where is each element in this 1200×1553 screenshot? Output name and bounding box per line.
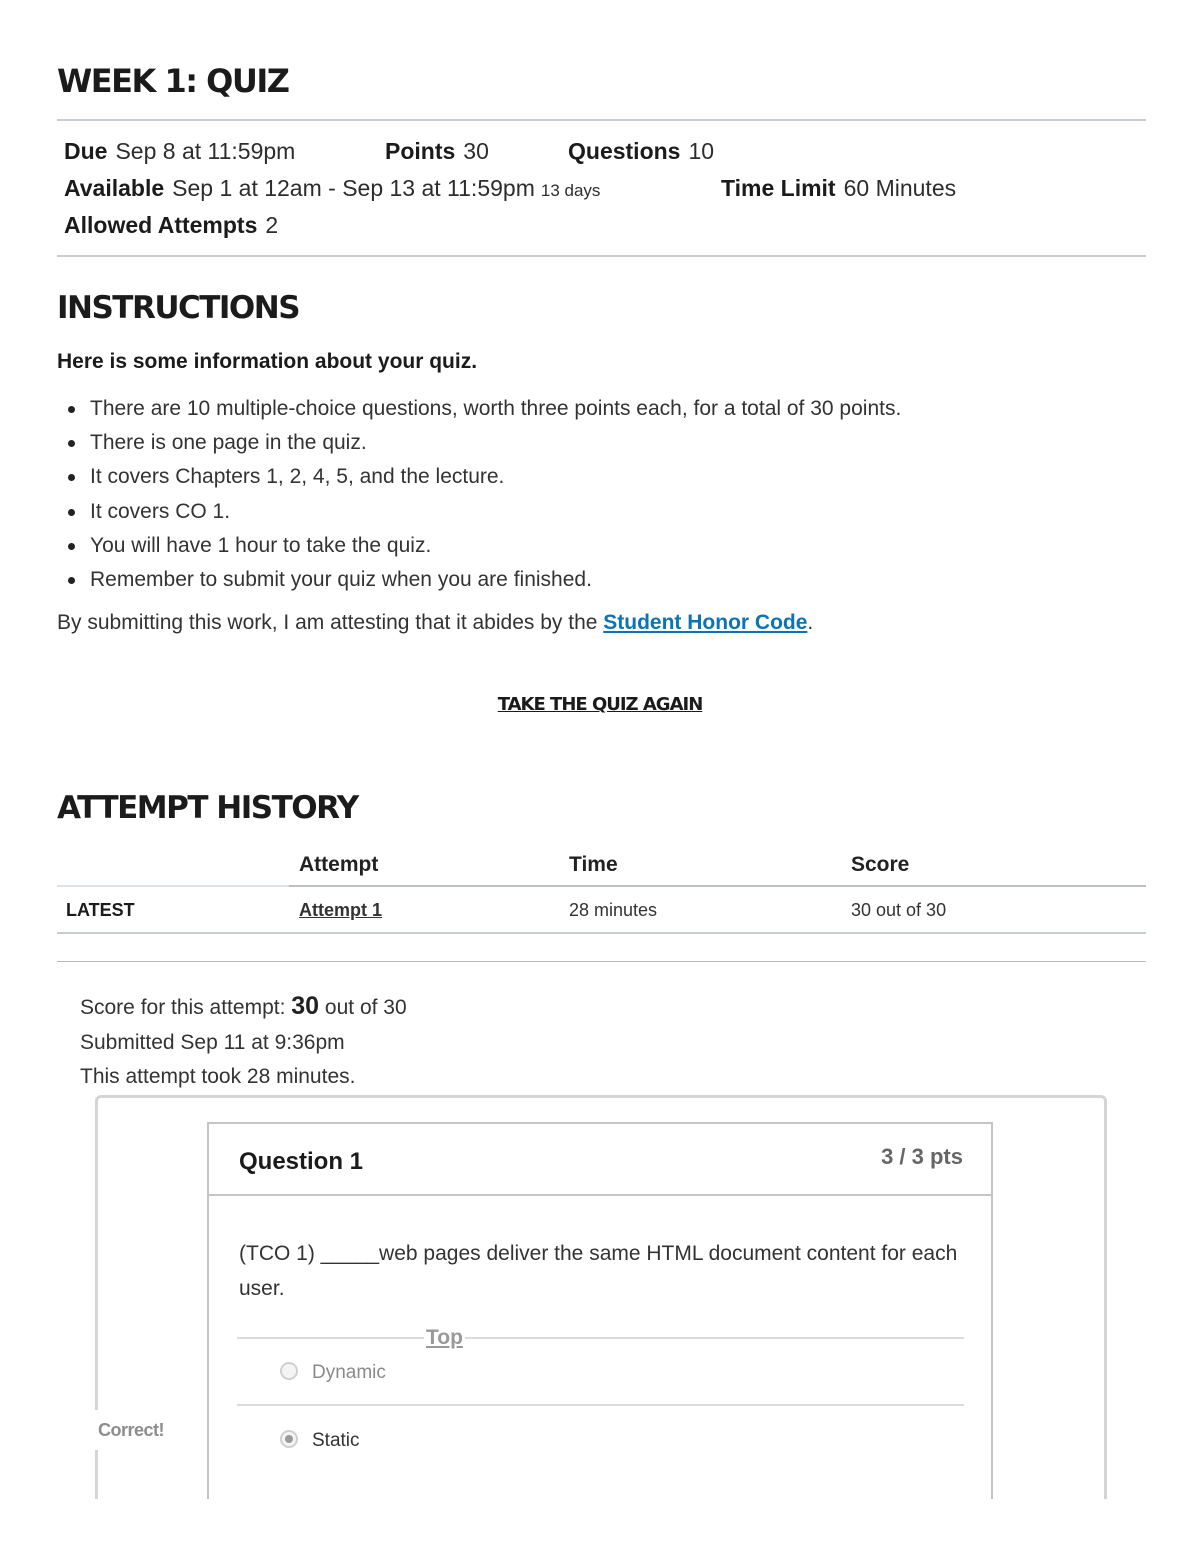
available-label: Available <box>64 175 165 201</box>
question-title: Question 1 <box>239 1148 364 1175</box>
radio-button[interactable] <box>280 1362 298 1380</box>
header-divider <box>289 885 1146 887</box>
bullet-icon <box>68 509 75 516</box>
time-limit <box>721 175 956 202</box>
questions-value: 10 <box>688 138 715 164</box>
points-value: 30 <box>463 138 489 164</box>
honor-code-statement: By submitting this work, I am attesting that it abides by the Student Honor Code. <box>57 611 814 634</box>
header-divider <box>57 885 289 887</box>
time-limit-label: Time Limit <box>721 175 836 201</box>
due-label: Due <box>64 138 108 164</box>
honor-code-link[interactable]: Student Honor Code <box>603 611 808 634</box>
instructions-heading: INSTRUCTIONS <box>57 290 300 326</box>
attempt-history-heading: ATTEMPT HISTORY <box>57 790 358 826</box>
available-value: Sep 1 at 12am - Sep 13 at 11:59pm <box>172 175 535 201</box>
attempt-1-link[interactable]: Attempt 1 <box>299 900 383 920</box>
points-label: Points <box>385 138 456 164</box>
score-value: 30 <box>291 992 320 1020</box>
bullet-icon <box>68 440 75 447</box>
question-header <box>209 1124 991 1196</box>
take-quiz-again-button[interactable]: TAKE THE QUIZ AGAIN <box>497 694 703 715</box>
answer-label: Dynamic <box>312 1362 386 1383</box>
top-link[interactable]: Top <box>426 1326 463 1349</box>
column-header-score: Score <box>851 853 910 876</box>
answer-label: Static <box>312 1430 360 1451</box>
questions-info <box>568 138 714 165</box>
allowed-attempts <box>64 212 278 239</box>
answer-divider <box>237 1404 964 1406</box>
attempt-duration: This attempt took 28 minutes. <box>80 1065 356 1088</box>
list-item: It covers CO 1. <box>57 498 901 532</box>
section-divider <box>57 961 1146 962</box>
instructions-intro: Here is some information about your quiz. <box>57 350 478 373</box>
attempts-label: Allowed Attempts <box>64 212 258 238</box>
time-limit-value: 60 Minutes <box>843 175 957 201</box>
details-divider <box>57 255 1146 257</box>
attempt-score: 30 out of 30 <box>851 900 947 920</box>
attempt-time: 28 minutes <box>569 900 658 920</box>
due-value: Sep 8 at 11:59pm <box>115 138 296 164</box>
column-header-attempt: Attempt <box>299 853 379 876</box>
availability <box>64 175 600 202</box>
list-item: You will have 1 hour to take the quiz. <box>57 532 901 566</box>
attempt-score-summary: Score for this attempt: 30 out of 30 <box>80 992 407 1020</box>
instructions-list <box>57 395 901 600</box>
bullet-icon <box>68 406 75 413</box>
bullet-icon <box>68 543 75 550</box>
title-divider <box>57 119 1146 121</box>
column-header-time: Time <box>569 853 618 876</box>
row-divider <box>57 932 1146 934</box>
questions-label: Questions <box>568 138 681 164</box>
list-item: It covers Chapters 1, 2, 4, 5, and the lecture. <box>57 463 901 497</box>
question-text: (TCO 1) _____web pages deliver the same HTML document content for each user. <box>239 1242 958 1300</box>
page-title: WEEK 1: QUIZ <box>57 62 289 100</box>
correct-answer-label: Correct! <box>98 1420 165 1440</box>
bullet-icon <box>68 474 75 481</box>
available-days: 13 days <box>540 181 601 200</box>
list-item: There are 10 multiple-choice questions, worth three points each, for a total of 30 points. <box>57 395 901 429</box>
submitted-time: Submitted Sep 11 at 9:36pm <box>80 1031 345 1054</box>
latest-badge: LATEST <box>66 900 135 920</box>
radio-button-selected[interactable] <box>280 1430 298 1448</box>
answer-divider <box>237 1337 964 1339</box>
list-item: There is one page in the quiz. <box>57 429 901 463</box>
bullet-icon <box>68 577 75 584</box>
question-points: 3 / 3 pts <box>881 1144 963 1169</box>
due-date <box>64 138 295 165</box>
list-item: Remember to submit your quiz when you are finished. <box>57 566 901 600</box>
points-info <box>385 138 489 165</box>
attempts-value: 2 <box>265 212 279 238</box>
